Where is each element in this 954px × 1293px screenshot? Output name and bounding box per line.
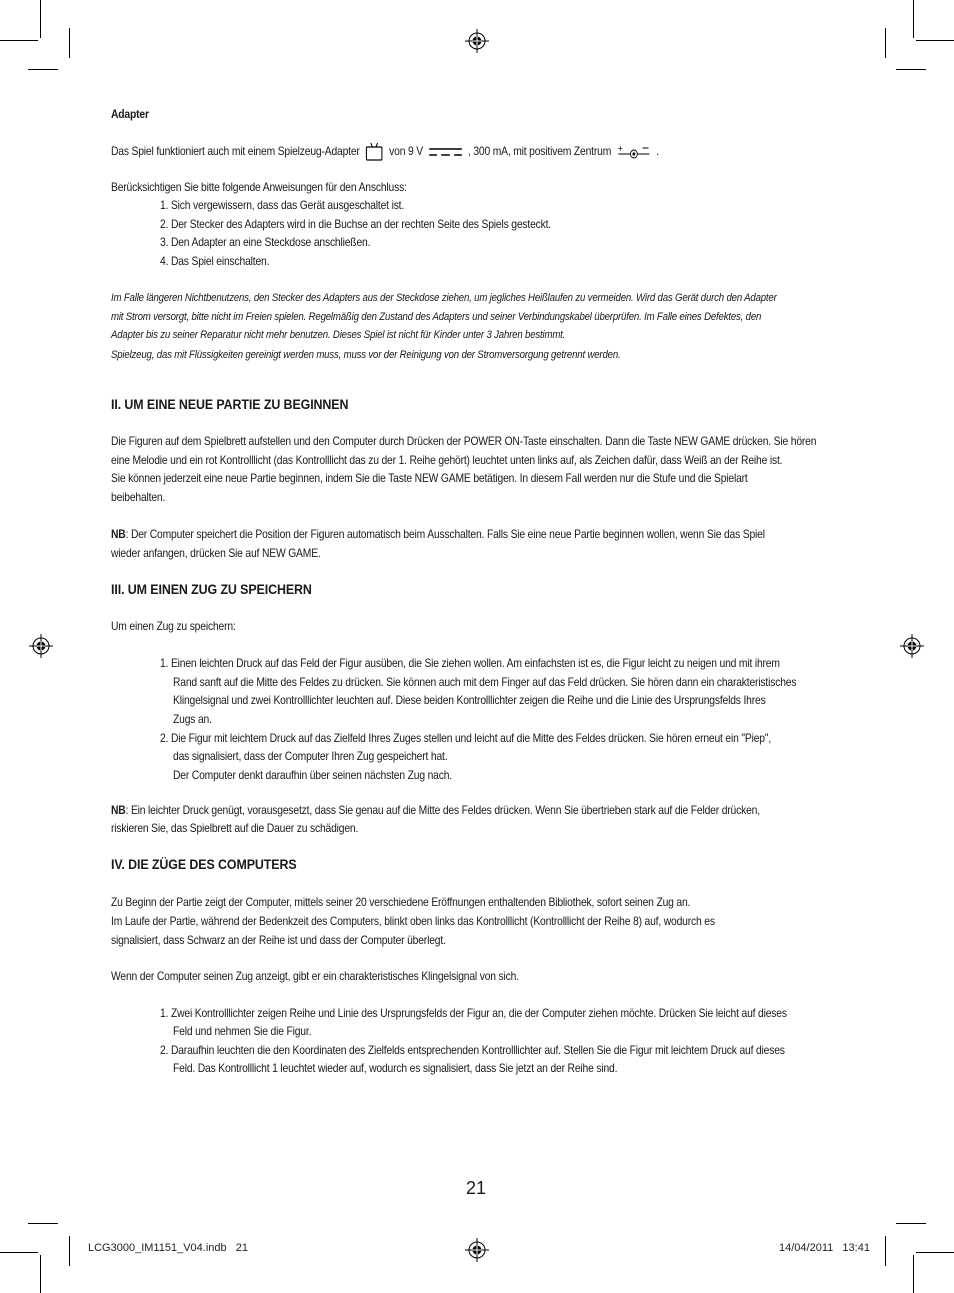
section-intro: Um einen Zug zu speichern: [111,619,236,633]
paragraph-line: Zu Beginn der Partie zeigt der Computer, mittels seiner 20 verschiedene Eröffnungen enthaltenden Bibliothek, sofort seinen Zug an. [111,895,691,909]
section-heading: IV. DIE ZÜGE DES COMPUTERS [111,857,297,872]
adapter-current-text: , 300 mA, mit positivem Zentrum [467,144,612,159]
registration-mark-icon [29,634,53,658]
dc-voltage-icon [428,146,462,158]
footer-file-info: LCG3000_IM1151_V04.indb 21 [88,1242,249,1254]
registration-mark-icon [900,634,924,658]
list-item: Feld und nehmen Sie die Figur. [173,1024,312,1038]
adapter-icon [365,142,384,162]
list-item: 1. Einen leichten Druck auf das Feld der Figur ausüben, die Sie ziehen wollen. Am einfachsten ist es, die Figur leicht zu neigen und mit ihrem [160,656,780,670]
adapter-spec-text: Das Spiel funktioniert auch mit einem Spielzeug-Adapter [111,144,360,159]
crop-mark [913,1255,914,1293]
crop-mark [913,0,914,38]
crop-mark [885,1236,886,1266]
crop-mark [28,1223,58,1224]
list-item: Rand sanft auf die Mitte des Feldes zu drücken. Sie können auch mit dem Finger auf das Feld drücken. Sie hören dann ein charakteristisches [173,675,797,689]
list-item: 1. Sich vergewissern, dass das Gerät ausgeschaltet ist. [160,198,405,212]
section-heading: II. UM EINE NEUE PARTIE ZU BEGINNEN [111,397,349,412]
crop-mark [896,1223,926,1224]
crop-mark [916,40,954,41]
list-item: 3. Den Adapter an eine Steckdose anschließen. [160,235,371,249]
paragraph-line: Wenn der Computer seinen Zug anzeigt, gibt er ein charakteristisches Klingelsignal von sich. [111,969,519,983]
note-line [111,801,760,820]
list-item: Der Computer denkt daraufhin über seinen nächsten Zug nach. [173,768,452,782]
crop-mark [40,1255,41,1293]
adapter-period: . [656,144,659,159]
crop-mark [69,28,70,58]
note-label: NB [111,803,126,817]
note-line: wieder anfangen, drücken Sie auf NEW GAME. [111,546,321,560]
crop-mark [40,0,41,38]
adapter-voltage-text: von 9 V [389,144,423,159]
list-item: Feld. Das Kontrolllicht 1 leuchtet wieder auf, wodurch es signalisiert, dass Sie jetzt an der Reihe sind. [173,1061,618,1075]
note-line: riskieren Sie, das Spielbrett auf die Dauer zu schädigen. [111,821,359,835]
paragraph-line: beibehalten. [111,490,166,504]
warning-line: Spielzeug, das mit Flüssigkeiten gereinigt werden muss, muss vor der Reinigung von der Stromversorgung getrennt werden. [111,349,621,361]
paragraph-line: Im Laufe der Partie, während der Bedenkzeit des Computers, blinkt oben links das Kontrolllicht (Kontrolllicht der Reihe 8) auf, wodurch es [111,914,715,928]
polarity-icon [616,144,650,160]
registration-mark-icon [465,1238,489,1262]
list-item: 2. Der Stecker des Adapters wird in die Buchse an der rechten Seite des Spiels gesteckt. [160,217,552,231]
list-item: das signalisiert, dass der Computer Ihren Zug gespeichert hat. [173,749,448,763]
list-item: Klingelsignal und zwei Kontrolllichter leuchten auf. Diese beiden Kontrolllichter zeigen die Reihe und die Linie des Ursprungsfelds Ihres [173,693,766,707]
svg-text:+: + [617,144,623,154]
note-text: : Der Computer speichert die Position der Figuren automatisch beim Ausschalten. Falls Sie eine neue Partie beginnen wollen, wenn Sie das Spiel [125,527,765,541]
list-item: 1. Zwei Kontrolllichter zeigen Reihe und Linie des Ursprungsfelds der Figur an, die der Computer ziehen möchte. Drücken Sie leicht auf dieses [160,1006,787,1020]
list-item: 2. Daraufhin leuchten die den Koordinaten des Zielfelds entsprechenden Kontrolllichter auf. Stellen Sie die Figur mit leichtem Druck auf dieses [160,1043,785,1057]
paragraph-line: Die Figuren auf dem Spielbrett aufstellen und den Computer durch Drücken der POWER ON-Taste einschalten. Dann die Taste NEW GAME drücken. Sie hören [111,434,817,448]
section-heading: III. UM EINEN ZUG ZU SPEICHERN [111,582,312,597]
adapter-spec-line [111,142,659,162]
paragraph-line: Sie können jederzeit eine neue Partie beginnen, indem Sie die Taste NEW GAME betätigen. In diesem Fall werden nur die Stufe und die Spielart [111,471,748,485]
warning-line: Adapter bis zu seiner Reparatur nicht mehr benutzen. Dieses Spiel ist nicht für Kinder unter 3 Jahren bestimmt. [111,329,566,341]
list-item: 2. Die Figur mit leichtem Druck auf das Zielfeld Ihres Zuges stellen und leicht auf die Mitte des Feldes drücken. Sie hören erneut ein "Piep", [160,731,772,745]
note-label: NB [111,527,126,541]
warning-line: Im Falle längeren Nichtbenutzens, den Stecker des Adapters aus der Steckdose ziehen, um jegliches Heißlaufen zu vermeiden. Wird das Gerät durch den Adapter [111,292,777,304]
crop-mark [885,28,886,58]
crop-mark [916,1252,954,1253]
crop-mark [0,40,38,41]
list-item: 4. Das Spiel einschalten. [160,254,270,268]
crop-mark [28,69,58,70]
footer-timestamp: 14/04/2011 13:41 [779,1242,870,1254]
note-text: : Ein leichter Druck genügt, vorausgesetzt, dass Sie genau auf die Mitte des Feldes drücken. Wenn Sie übertrieben stark auf die Felder drücken, [125,803,760,817]
adapter-heading: Adapter [111,107,149,121]
page-number: 21 [466,1178,487,1198]
warning-line: mit Strom versorgt, bitte nicht im Freien spielen. Regelmäßig den Zustand des Adapters und seiner Verbindungskabel überprüfen. Im Falle eines Defektes, den [111,311,762,323]
crop-mark [896,69,926,70]
crop-mark [0,1252,38,1253]
paragraph-line: signalisiert, dass Schwarz an der Reihe ist und dass der Computer überlegt. [111,933,446,947]
note-line [111,525,765,544]
crop-mark [69,1236,70,1266]
registration-mark-icon [465,29,489,53]
adapter-intro: Berücksichtigen Sie bitte folgende Anweisungen für den Anschluss: [111,180,407,194]
list-item: Zugs an. [173,712,212,726]
paragraph-line: eine Melodie und ein rot Kontrolllicht (das Kontrolllicht das zu der 1. Reihe gehört) leuchtet unten links auf, als Zeichen dafür, dass Weiß an der Reihe ist. [111,453,783,467]
